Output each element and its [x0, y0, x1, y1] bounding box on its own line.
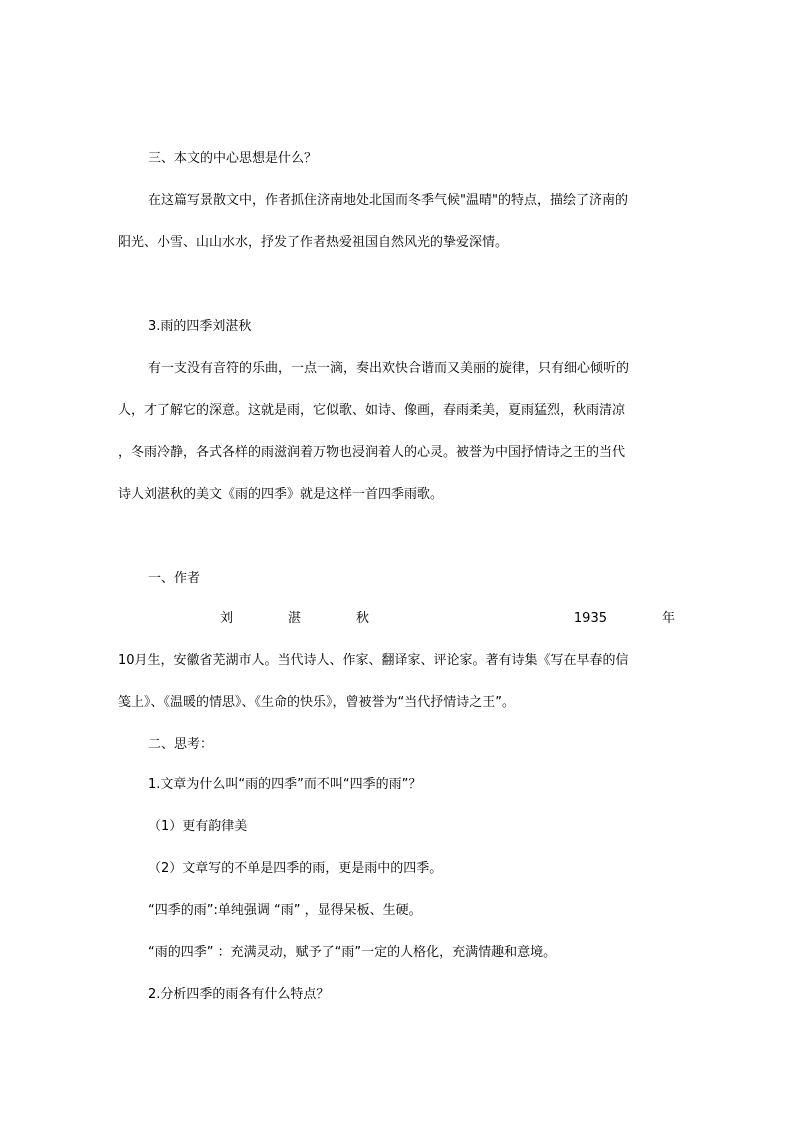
section-heading: 一、作者: [148, 571, 201, 586]
paragraph-line: 有一支没有音符的乐曲，一点一滴，奏出欢快合谐而又美丽的旋律，只有细心倾听的: [148, 361, 630, 376]
question-line: 2.分析四季的雨各有什么特点？: [148, 987, 330, 1002]
paragraph-line: 阳光、小雪、山山水水，抒发了作者热爱祖国自然风光的挚爱深情。: [118, 235, 509, 250]
article-title: 3.雨的四季刘湛秋: [148, 319, 252, 334]
answer-line: （2）文章写的不单是四季的雨，更是雨中的四季。: [148, 861, 443, 876]
paragraph-line: ，冬雨冷静，各式各样的雨滋润着万物也浸润着人的心灵。被誉为中国抒情诗之王的当代: [118, 445, 626, 460]
answer-line: （1）更有韵律美: [148, 819, 248, 834]
paragraph-line: 笺上》、《温暖的情思》、《生命的快乐》，曾被誉为“当代抒情诗之王”。: [118, 695, 515, 710]
paragraph-line: 人，才了解它的深意。这就是雨，它似歌、如诗、像画，春雨柔美，夏雨猛烈，秋雨清凉: [118, 403, 626, 418]
spread-char: 秋: [355, 611, 369, 626]
justified-author-line: [148, 610, 675, 628]
spread-char: 刘: [220, 611, 234, 626]
spread-char: 湛: [287, 611, 301, 626]
question-line: 1.文章为什么叫“雨的四季”而不叫“四季的雨”？: [148, 777, 422, 792]
paragraph-line: 10月生，安徽省芜湖市人。当代诗人、作家、翻译家、评论家。著有诗集《写在早春的信: [118, 653, 629, 668]
spread-year: 1935: [573, 611, 607, 626]
answer-line: “雨的四季” ：充满灵动，赋予了“雨”一定的人格化，充满情趣和意境。: [148, 945, 557, 960]
paragraph-line: 诗人刘湛秋的美文《雨的四季》就是这样一首四季雨歌。: [118, 487, 444, 502]
answer-line: “四季的雨”:单纯强调 “雨” ，显得呆板、生硬。: [148, 903, 422, 918]
spread-char: 年: [661, 611, 675, 626]
paragraph-line: 在这篇写景散文中，作者抓住济南地处北国而冬季气候"温晴"的特点，描绘了济南的: [148, 193, 628, 208]
section-heading: 二、思考：: [148, 737, 214, 752]
section-heading: 三、本文的中心思想是什么？: [148, 151, 318, 166]
